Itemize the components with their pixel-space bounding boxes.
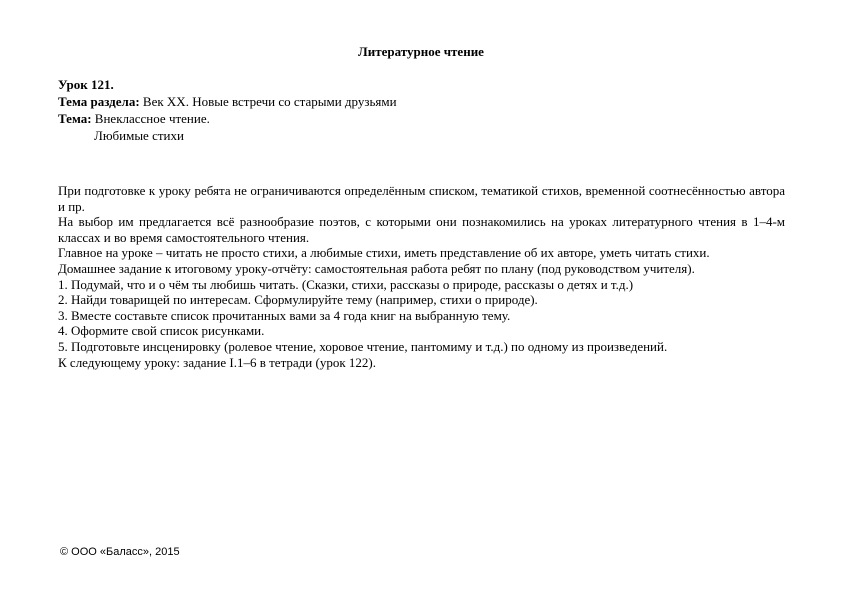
paragraph: Главное на уроке – читать не просто стихи, а любимые стихи, иметь представление об их авторе, уметь читать стихи. <box>58 245 710 261</box>
list-item: 1. Подумай, что и о чём ты любишь читать. (Сказки, стихи, рассказы о природе, рассказы о детях и т.д.) <box>58 276 634 292</box>
paragraph: Домашнее задание к итоговому уроку-отчёту: самостоятельная работа ребят по плану (под руководством учителя). <box>58 260 695 276</box>
paragraph: При подготовке к уроку ребята не ограничиваются определённым списком, тематикой стихов, временной соотнесённостью автора и пр. <box>58 183 785 214</box>
lesson-number: Урок 121. <box>58 77 114 92</box>
list-item: 3. Вместе составьте список прочитанных вами за 4 года книг на выбранную тему. <box>58 307 511 323</box>
copyright-footer: © ООО «Баласс», 2015 <box>60 546 180 558</box>
list-item: 4. Оформите свой список рисунками. <box>58 323 265 339</box>
lesson-body <box>58 183 785 370</box>
section-label: Тема раздела: <box>58 94 140 109</box>
subtopic: Любимые стихи <box>94 128 184 143</box>
list-item: 5. Подготовьте инсценировку (ролевое чтение, хоровое чтение, пантомиму и т.д.) по одному из произведений. <box>58 338 668 354</box>
topic-line <box>58 110 798 127</box>
section-value: Век XX. Новые встречи со старыми друзьями <box>142 94 397 109</box>
page-title: Литературное чтение <box>358 44 484 59</box>
topic-value: Внеклассное чтение. <box>94 111 210 126</box>
section-line <box>58 93 798 110</box>
paragraph: К следующему уроку: задание I.1–6 в тетради (урок 122). <box>58 354 376 370</box>
list-item: 2. Найди товарищей по интересам. Сформулируйте тему (например, стихи о природе). <box>58 292 538 308</box>
topic-label: Тема: <box>58 111 92 126</box>
lesson-header <box>58 76 798 144</box>
paragraph: На выбор им предлагается всё разнообразие поэтов, с которыми они познакомились на уроках литературного чтения в 1–4-м классах и во время самостоятельного чтения. <box>58 214 785 245</box>
